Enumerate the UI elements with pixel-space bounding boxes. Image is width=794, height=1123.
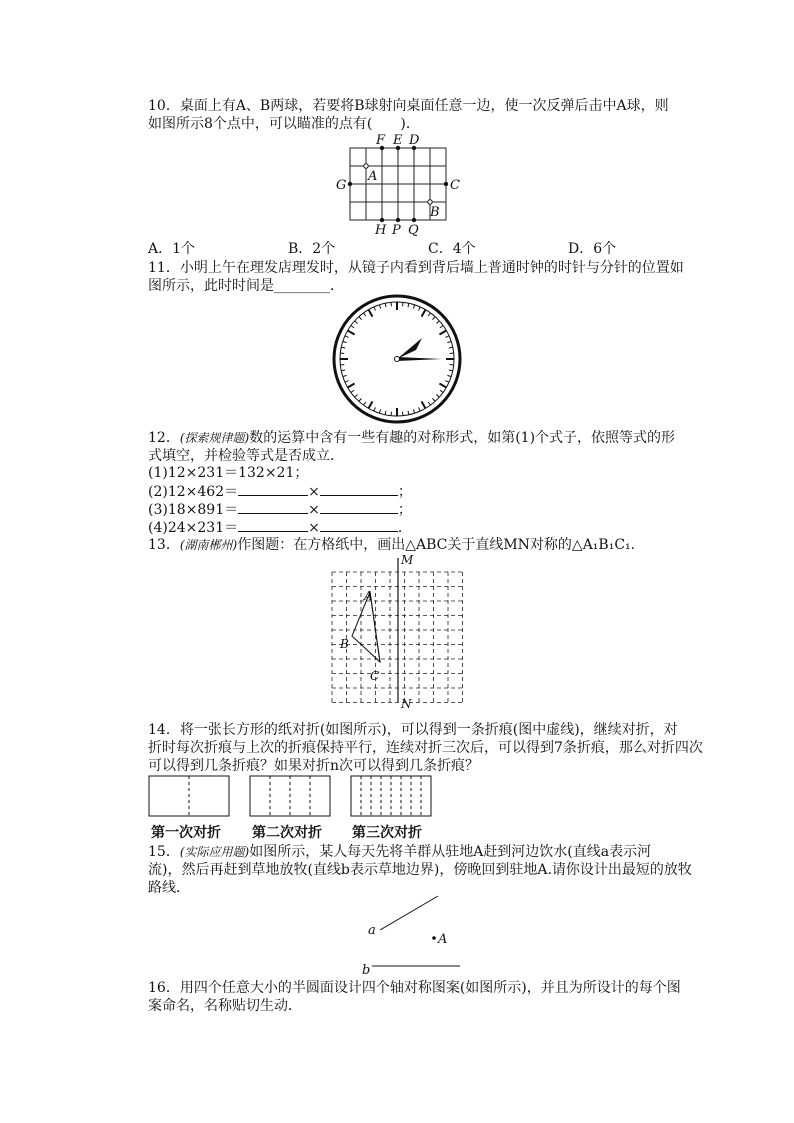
point-E-label: E bbox=[393, 133, 403, 148]
q10-line2: 如图所示8个点中，可以瞄准的点有( )． bbox=[148, 116, 420, 132]
clock-tick bbox=[363, 313, 365, 316]
billiard-grid-figure bbox=[330, 130, 470, 236]
q13-tag: (湖南郴州) bbox=[179, 538, 238, 552]
clock-tick bbox=[436, 394, 439, 397]
point-P-label: P bbox=[392, 223, 401, 236]
point-H-label: H bbox=[375, 223, 387, 236]
line-M-label: M bbox=[401, 553, 414, 567]
triangle-A-label: A bbox=[364, 589, 373, 603]
blank-input[interactable] bbox=[320, 499, 398, 514]
q10-option-d: D．6个 bbox=[568, 241, 617, 257]
clock-tick bbox=[447, 341, 451, 342]
clock-tick bbox=[343, 341, 347, 342]
clock-tick bbox=[432, 398, 435, 401]
q10-option-c: C．4个 bbox=[428, 241, 476, 257]
clock-tick bbox=[422, 310, 426, 317]
clock-tick bbox=[374, 407, 376, 411]
blank-input[interactable] bbox=[238, 517, 308, 532]
river-pasture-figure bbox=[360, 890, 470, 980]
clock-tick bbox=[440, 325, 443, 327]
clock-tick bbox=[408, 303, 409, 307]
clock-tick bbox=[359, 398, 362, 401]
clock-tick bbox=[436, 321, 439, 324]
clock-tick bbox=[351, 325, 354, 327]
blank-input[interactable] bbox=[238, 481, 308, 496]
q10-option-b: B．2个 bbox=[288, 241, 336, 257]
clock-tick bbox=[369, 310, 373, 317]
clock-figure bbox=[332, 294, 462, 424]
hour-hand bbox=[397, 338, 422, 359]
clock-tick bbox=[428, 313, 430, 316]
q10-line1: 10．桌面上有A、B两球，若要将B球射向桌面任意一边，使一次反弹后击中A球，则 bbox=[148, 98, 669, 114]
clock-tick bbox=[379, 409, 380, 413]
q16-line2: 案命名，名称贴切生动． bbox=[148, 998, 302, 1014]
clock-tick bbox=[439, 331, 446, 335]
point-Q-label: Q bbox=[408, 223, 419, 236]
blank-input[interactable] bbox=[320, 481, 398, 496]
clock-tick bbox=[341, 370, 345, 371]
q12-eq1: (1)12×231＝132×21； bbox=[148, 465, 309, 481]
point-D-label: D bbox=[409, 133, 420, 148]
minute-hand bbox=[397, 357, 442, 361]
clock-tick bbox=[355, 321, 358, 324]
q14-line2: 折时每次折痕与上次的折痕保持平行，连续对折三次后，可以得到7条折痕，那么对折四次 bbox=[148, 740, 703, 756]
line-N-label: N bbox=[401, 697, 412, 710]
clock-tick bbox=[428, 402, 430, 405]
clock-tick bbox=[343, 375, 347, 376]
q12-eq4: (4)24×231＝ × ． bbox=[148, 517, 412, 538]
q15-line1: 15．(实际应用题)如图所示，某人每天先将羊群从驻地A赶到河边饮水(直线a表示河 bbox=[148, 844, 652, 860]
grid-reflection-figure bbox=[318, 552, 468, 710]
clock-tick bbox=[413, 409, 414, 413]
q15-line3: 路线． bbox=[148, 880, 190, 896]
point-B-label: B bbox=[430, 205, 440, 220]
q14-line1: 14．将一张长方形的纸对折(如图所示)，可以得到一条折痕(图中虚线)，继续对折，对 bbox=[148, 722, 678, 738]
q12-eq2: (2)12×462＝ × ； bbox=[148, 481, 412, 502]
blank-input[interactable] bbox=[238, 499, 308, 514]
clock-tick bbox=[422, 401, 426, 408]
q12-eq3: (3)18×891＝ × ； bbox=[148, 499, 412, 520]
clock-tick bbox=[345, 336, 349, 338]
clock-tick bbox=[445, 336, 449, 338]
point-C-label: C bbox=[450, 178, 460, 193]
q16-line1: 16．用四个任意大小的半圆面设计四个轴对称图案(如图所示)，并且为所设计的每个图 bbox=[148, 980, 681, 996]
line-b-label: b bbox=[362, 963, 371, 978]
clock-tick bbox=[374, 307, 376, 311]
q11-line1: 11．小明上午在理发店理发时，从镜子内看到背后墙上普通时钟的时针与分针的位置如 bbox=[148, 260, 684, 276]
clock-tick bbox=[413, 305, 414, 309]
point-A-label: A bbox=[438, 932, 448, 947]
caption-second-fold: 第二次对折 bbox=[252, 825, 322, 841]
clock-tick bbox=[348, 384, 355, 388]
clock-tick bbox=[369, 401, 373, 408]
q12-line2: 式填空，并检验等式是否成立． bbox=[148, 448, 344, 464]
clock-tick bbox=[385, 303, 386, 307]
clock-tick bbox=[351, 390, 354, 392]
q14-line3: 可以得到几条折痕？如果对折n次可以得到几条折痕？ bbox=[148, 758, 480, 774]
clock-tick bbox=[419, 407, 421, 411]
point-G-label: G bbox=[336, 178, 347, 193]
q12-line1: 12．(探索规律题)数的运算中含有一些有趣的对称形式，如第(1)个式子，依照等式的形 bbox=[148, 430, 676, 446]
point-A-label: A bbox=[368, 169, 378, 184]
q10-option-a: A．1个 bbox=[148, 241, 196, 257]
caption-first-fold: 第一次对折 bbox=[151, 825, 221, 841]
clock-tick bbox=[419, 307, 421, 311]
clock-tick bbox=[432, 317, 435, 320]
clock-tick bbox=[348, 331, 355, 335]
clock-tick bbox=[355, 394, 358, 397]
clock-tick bbox=[445, 381, 449, 383]
q12-tag: (探索规律题) bbox=[179, 431, 250, 445]
blank-input[interactable] bbox=[320, 517, 398, 532]
clock-tick bbox=[341, 347, 345, 348]
q11-line2: 图所示，此时时间是________． bbox=[148, 278, 344, 294]
clock-tick bbox=[359, 317, 362, 320]
clock-tick bbox=[379, 305, 380, 309]
triangle-C-label: C bbox=[370, 669, 380, 683]
clock-tick bbox=[345, 381, 349, 383]
caption-third-fold: 第三次对折 bbox=[352, 825, 422, 841]
point-F-label: F bbox=[376, 133, 386, 148]
clock-tick bbox=[449, 370, 453, 371]
clock-tick bbox=[408, 411, 409, 415]
clock-tick bbox=[439, 384, 446, 388]
triangle-B-label: B bbox=[340, 637, 349, 651]
q13-line: 13．(湖南郴州)作图题：在方格纸中，画出△ABC关于直线MN对称的△A₁B₁C₁. bbox=[148, 537, 636, 553]
q15-line2: 流)，然后再赶到草地放牧(直线b表示草地边界)，傍晚回到驻地A.请你设计出最短的放牧 bbox=[148, 862, 692, 878]
clock-tick bbox=[449, 347, 453, 348]
line-a-label: a bbox=[368, 923, 376, 938]
clock-tick bbox=[363, 402, 365, 405]
clock-tick bbox=[440, 390, 443, 392]
folding-paper-figure bbox=[146, 774, 436, 820]
clock-tick bbox=[385, 411, 386, 415]
clock-tick bbox=[447, 375, 451, 376]
q15-tag: (实际应用题) bbox=[179, 845, 250, 859]
